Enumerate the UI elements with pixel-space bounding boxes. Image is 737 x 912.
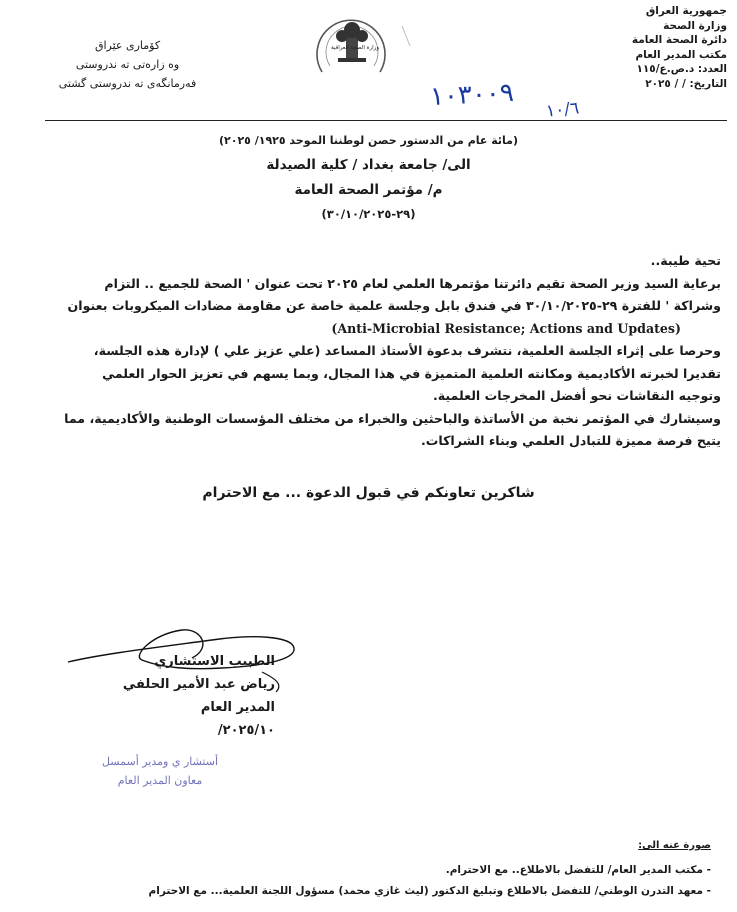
constitution-motto: (مائة عام من الدستور حصن لوطننا الموحد ١٩٢٥/ ٢٠٢٥)	[218, 134, 518, 147]
kurdish-letterhead	[40, 36, 215, 93]
handwritten-registration-number: ١٠٣٠٠٩	[429, 77, 515, 113]
header-divider	[45, 120, 727, 121]
stamp-line-1: أستشار ي ومدير أسمسل	[101, 755, 219, 768]
paragraph-2-line-2: تقديرا لخبرته الأكاديمية ومكانته العلمية المتميزة في هذا المجال، وبما يسهم في تعزيز الحوار العلمي	[102, 365, 721, 381]
cc-item: - مكتب المدير العام/ للتفضل بالاطلاع.. مع الاحترام.	[445, 864, 711, 876]
header-line-country: جمهورية العراق	[645, 5, 727, 17]
header-line-office: مكتب المدير العام	[635, 48, 727, 61]
logo-caption: وزارة الصحة العراقية	[330, 45, 379, 51]
copies-to-list	[31, 860, 711, 902]
paragraph-1-line-1: برعاية السيد وزير الصحة تقيم دائرتنا مؤتمرها العلمي لعام ٢٠٢٥ تحت عنوان ' الصحة للجميع .. التزام	[104, 275, 721, 291]
ministry-logo	[302, 12, 420, 82]
letter-body	[15, 250, 721, 453]
kurdish-line-country: كۆماری عێراق	[94, 39, 161, 52]
closing-line: شاكرين تعاونكم في قبول الدعوة ... مع الاحترام	[202, 485, 535, 501]
paragraph-1-english-title	[15, 318, 721, 341]
paragraph-2-line-1: وحرصا على إثراء الجلسة العلمية، نتشرف بدعوة الأستاذ المساعد (علي عزيز علي ) لإدارة هذه الجلسة،	[93, 343, 721, 358]
signature-date: ٢٠٢٥/١٠/	[217, 723, 275, 738]
recipient-line: الى/ جامعة بغداد / كلية الصيدلة	[266, 157, 471, 173]
handwritten-date: ١٠/٦	[545, 98, 581, 122]
paragraph-1-line-2: وشراكة ' للفترة ٢٩-٣٠/١٠/٢٠٢٥ في فندق بابل وجلسة علمية خاصة عن مقاومة مضادات الميكروبات بعنوان	[67, 298, 721, 313]
stamp-line-2: معاون المدير العام	[117, 774, 203, 787]
session-title-english: (Anti-Microbial Resistance; Actions and Updates)	[331, 320, 681, 336]
header-line-ministry: وزارة الصحة	[663, 19, 727, 32]
copies-to-title: صورة عنه الى:	[638, 840, 711, 851]
kurdish-line-ministry: وه زارەتی ته ندروستی	[75, 58, 180, 71]
paragraph-3-line-2: يتيح فرصة مميزة للتبادل العلمي وبناء الشراكات.	[420, 433, 721, 448]
kurdish-line-department: فەرمانگەی تە ندروستی گشتی	[58, 77, 197, 90]
paragraph-3-line-1: وسيشارك في المؤتمر نخبة من الأساتذة والباحثين والخبراء من مختلف المؤسسات الوطنية والأكاديمية، مما	[64, 410, 721, 426]
signatory-name: رياض عبد الأمير الحلفي	[122, 677, 275, 692]
signatory-position: المدير العام	[200, 700, 275, 715]
signatory-title: الطبيب الاستشاري	[154, 654, 275, 669]
header-line-department: دائرة الصحة العامة	[631, 34, 727, 46]
official-stamp	[100, 752, 220, 790]
paragraph-2-line-3: وتوجيه النقاشات نحو أفضل المخرجات العلمية.	[432, 388, 721, 403]
cc-item: - معهد التدرن الوطني/ للتفضل بالاطلاع وتبليغ الدكتور (ليث غازي محمد) مسؤول اللجنة العلمية... مع الاحترام	[148, 885, 711, 897]
header-line-number: العدد: د.ص.ع/١١٥	[636, 63, 727, 75]
greeting: تحية طيبة..	[650, 253, 721, 268]
arabic-letterhead	[537, 4, 727, 91]
conference-dates: (٢٩-٣٠/١٠/٢٠٢٥)	[321, 207, 416, 221]
signature-block	[75, 650, 275, 742]
subject-line: م/ مؤتمر الصحة العامة	[294, 182, 443, 198]
header-line-date: التاريخ: / / ٢٠٢٥	[645, 77, 727, 90]
